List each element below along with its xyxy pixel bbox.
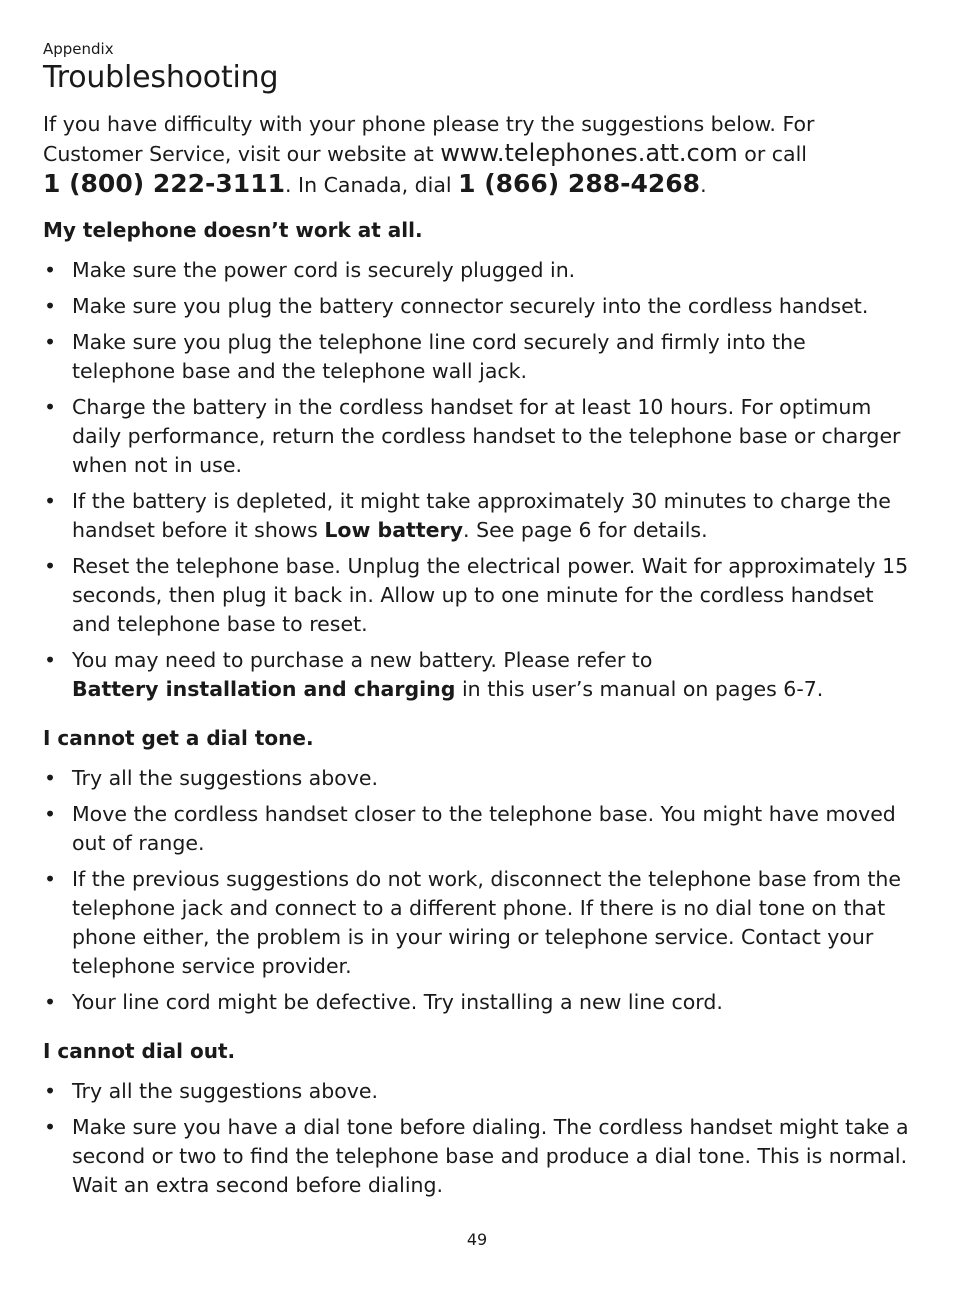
- bullet-icon: •: [44, 802, 57, 826]
- document-page: [43, 38, 911, 1207]
- bullet-icon: •: [44, 1115, 57, 1139]
- list-item: [43, 1077, 911, 1106]
- bullet-icon: •: [44, 990, 57, 1014]
- list-item: [43, 487, 911, 545]
- bullet-list: [43, 1077, 911, 1200]
- list-item: [43, 328, 911, 386]
- bullet-icon: •: [44, 1079, 57, 1103]
- list-item-text: If the battery is depleted, it might take approximately 30 minutes to charge the handset before it shows: [72, 489, 891, 542]
- list-item-text: Try all the suggestions above.: [72, 766, 379, 790]
- phone-number-canada: 1 (866) 288-4268: [458, 169, 701, 198]
- website-link[interactable]: www.telephones.att.com: [440, 139, 738, 167]
- section-heading: I cannot dial out.: [43, 1039, 236, 1063]
- list-item: [43, 646, 911, 704]
- bullet-icon: •: [44, 258, 57, 282]
- list-item-text: If the previous suggestions do not work, disconnect the telephone base from the telephone jack and connect to a different phone. If there is no dial tone on that phone either, the problem is in your wiring or telephone service. Contact your telephone service provider.: [72, 867, 902, 978]
- bullet-list: [43, 764, 911, 1017]
- emphasized-term: Battery installation and charging: [72, 677, 456, 701]
- intro-text: . In Canada, dial: [284, 173, 459, 197]
- list-item-text: Make sure you have a dial tone before dialing. The cordless handset might take a second or two to find the telephone base and produce a dial tone. This is normal. Wait an extra second before dialing.: [72, 1115, 909, 1197]
- list-item: [43, 393, 911, 480]
- intro-text: .: [700, 173, 707, 197]
- troubleshooting-sections: [43, 216, 911, 1200]
- intro-paragraph: [43, 110, 911, 200]
- bullet-icon: •: [44, 648, 57, 672]
- list-item: [43, 1113, 911, 1200]
- page-number: 49: [466, 1230, 488, 1249]
- list-item-text: Reset the telephone base. Unplug the electrical power. Wait for approximately 15 seconds, then plug it back in. Allow up to one minute for the cordless handset and telephone base to reset.: [72, 554, 909, 636]
- section-heading: My telephone doesn’t work at all.: [43, 218, 423, 242]
- bullet-icon: •: [44, 867, 57, 891]
- bullet-icon: •: [44, 766, 57, 790]
- list-item-text: in this user’s manual on pages 6-7.: [455, 677, 824, 701]
- troubleshooting-section: [43, 1037, 911, 1200]
- list-item-text: Move the cordless handset closer to the telephone base. You might have moved out of range.: [72, 802, 896, 855]
- intro-text: If you have difficulty with your phone please try the suggestions below. For Customer Service, visit our website at: [43, 112, 815, 166]
- list-item: [43, 988, 911, 1017]
- bullet-list: [43, 256, 911, 704]
- list-item-text: Try all the suggestions above.: [72, 1079, 379, 1103]
- list-item-text: You may need to purchase a new battery. Please refer to: [72, 648, 653, 672]
- troubleshooting-section: [43, 216, 911, 704]
- list-item-text: Make sure you plug the telephone line cord securely and firmly into the telephone base and the telephone wall jack.: [72, 330, 806, 383]
- list-item: [43, 865, 911, 981]
- list-item-text: Make sure the power cord is securely plugged in.: [72, 258, 576, 282]
- page-title: Troubleshooting: [43, 60, 279, 95]
- list-item-text: . See page 6 for details.: [463, 518, 708, 542]
- list-item-text: Charge the battery in the cordless handset for at least 10 hours. For optimum daily performance, return the cordless handset to the telephone base or charger when not in use.: [72, 395, 901, 477]
- troubleshooting-section: [43, 724, 911, 1017]
- list-item: [43, 800, 911, 858]
- list-item-text: Your line cord might be defective. Try installing a new line cord.: [72, 990, 723, 1014]
- emphasized-term: Low battery: [324, 518, 464, 542]
- section-heading: I cannot get a dial tone.: [43, 726, 314, 750]
- list-item: [43, 292, 911, 321]
- section-label: Appendix: [43, 40, 114, 58]
- bullet-icon: •: [44, 330, 57, 354]
- list-item: [43, 764, 911, 793]
- list-item: [43, 552, 911, 639]
- list-item: [43, 256, 911, 285]
- bullet-icon: •: [44, 554, 57, 578]
- list-item-text: Make sure you plug the battery connector securely into the cordless handset.: [72, 294, 869, 318]
- phone-number-us: 1 (800) 222-3111: [43, 169, 285, 198]
- bullet-icon: •: [44, 294, 57, 318]
- bullet-icon: •: [44, 489, 57, 513]
- intro-text: or call: [737, 142, 807, 166]
- bullet-icon: •: [44, 395, 57, 419]
